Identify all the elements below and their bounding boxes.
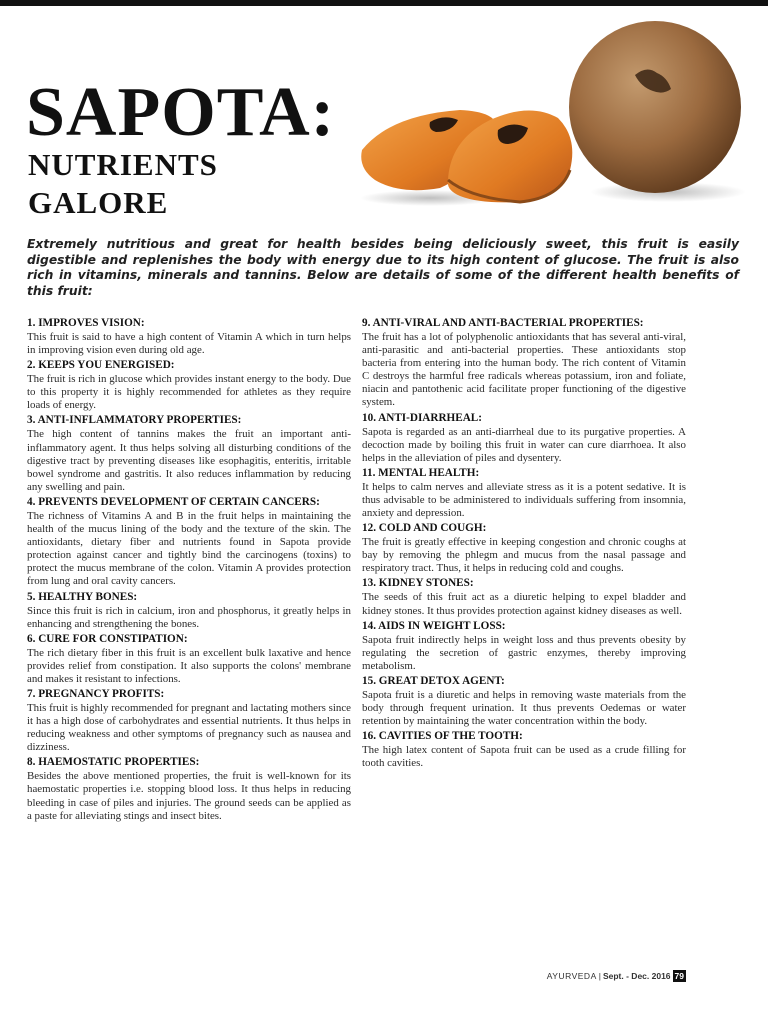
section-heading: 3. ANTI-INFLAMMATORY PROPERTIES: — [27, 414, 242, 427]
section-body: Since this fruit is rich in calcium, iron and phosphorus, it greatly helps in enhancing and strengthening the bones. — [27, 604, 351, 630]
section-body: Besides the above mentioned properties, the fruit is well-known for its haemostatic properties i.e. stopping blood loss. It thus helps in reducing bleeding in case of piles and injuries. The ground seeds can be applied as a paste for alleviating stings and insect bites. — [27, 770, 351, 822]
section-heading: 1. IMPROVES VISION: — [27, 317, 145, 329]
section-heading: 14. AIDS IN WEIGHT LOSS: — [362, 619, 506, 632]
footer-separator: | — [598, 971, 601, 981]
publication-name: AYURVEDA — [546, 971, 597, 981]
benefit-section — [27, 358, 351, 412]
sapota-photo — [350, 20, 768, 220]
benefit-section — [27, 590, 351, 631]
section-body: The fruit has a lot of polyphenolic antioxidants that has several anti-viral, anti-parasitic and anti-bacterial properties. These antioxidants stop bacteria from entering into the human body. The rich content of Vitamin C destroys the harmful free radicals whereas potassium, iron and foliate, niacin and pantothenic acid facilitate proper functioning of the digestive system. — [362, 331, 686, 409]
section-heading: 9. ANTI-VIRAL AND ANTI-BACTERIAL PROPERTIES: — [362, 317, 644, 329]
section-body: Sapota is regarded as an anti-diarrheal due to its purgative properties. A decoction made by boiling this fruit in water can cure diarrhoea. It also helps in the alleviation of piles and dysentery. — [362, 425, 686, 464]
benefit-section — [27, 413, 351, 493]
benefit-section — [27, 316, 351, 357]
page-footer — [547, 970, 686, 982]
section-body: The seeds of this fruit act as a diuretic helping to expel bladder and kidney stones. It thus provides protection against kidney diseases as well. — [362, 591, 686, 617]
subtitle-line-2: GALORE — [28, 185, 169, 220]
whole-sapota — [569, 21, 741, 193]
section-heading: 7. PREGNANCY PROFITS: — [27, 687, 165, 700]
section-heading: 6. CURE FOR CONSTIPATION: — [27, 632, 188, 645]
benefit-section — [362, 466, 686, 520]
benefit-section — [362, 619, 686, 673]
section-body: Sapota fruit is a diuretic and helps in removing waste materials from the body through frequent urination. It thus prevents Oedemas or water retention by maintaining the water concentration within the body. — [362, 688, 686, 728]
section-body: This fruit is said to have a high content of Vitamin A which in turn helps in improving vision even during old age. — [27, 331, 351, 357]
section-heading: 2. KEEPS YOU ENERGISED: — [27, 359, 175, 372]
page-number: 79 — [674, 971, 684, 981]
section-heading: 10. ANTI-DIARRHEAL: — [362, 411, 482, 424]
section-heading: 11. MENTAL HEALTH: — [362, 466, 480, 479]
section-body: This fruit is highly recommended for pregnant and lactating mothers since it has a high dose of carbohydrates and essential nutrients. It thus helps in reducing weakness and other symptoms of pregnancy such as nausea and dizziness. — [27, 701, 351, 754]
article-title: SAPOTA: — [26, 74, 336, 151]
benefit-section — [362, 729, 686, 770]
section-heading: 8. HAEMOSTATIC PROPERTIES: — [27, 756, 200, 769]
benefit-section — [27, 755, 351, 822]
benefit-section — [362, 674, 686, 728]
intro-paragraph: Extremely nutritious and great for health besides being deliciously sweet, this fruit is easily digestible and replenishes the body with energy due to its high content of glucose. The fruit is also rich in vitamins, minerals and tannins. Below are details of some of the different health benefits of this fruit: — [27, 237, 739, 298]
issue-date: Sept. - Dec. 2016 — [602, 971, 671, 981]
benefit-section — [27, 495, 351, 589]
subtitle-line-1: NUTRIENTS — [28, 147, 218, 182]
section-body: The high latex content of Sapota fruit can be used as a crude filling for tooth cavities. — [362, 744, 686, 770]
section-body: The fruit is rich in glucose which provides instant energy to the body. Due to this property it is highly recommended for athletes as they require loads of energy. — [27, 373, 351, 412]
benefit-section — [362, 576, 686, 617]
column-right — [362, 316, 686, 771]
section-heading: 16. CAVITIES OF THE TOOTH: — [362, 730, 523, 743]
section-heading: 5. HEALTHY BONES: — [27, 590, 138, 603]
top-rule — [0, 0, 768, 6]
section-body: The high content of tannins makes the fruit an important anti-inflammatory agent. It thus helps solving all disturbing conditions of the digestive tract by preventing diseases like esophagitis, enteritis, irritable bowel syndrome and gastritis. It also reduces inflammation by reducing any swelling and pain. — [27, 428, 351, 493]
section-heading: 4. PREVENTS DEVELOPMENT OF CERTAIN CANCERS: — [27, 495, 320, 508]
section-heading: 15. GREAT DETOX AGENT: — [362, 674, 505, 687]
benefit-section — [362, 521, 686, 575]
section-body: It helps to calm nerves and alleviate stress as it is a potent sedative. It is thus advisable to be administered to individuals suffering from insomnia, anxiety and depression. — [362, 480, 686, 520]
benefit-section — [362, 316, 686, 410]
article-subtitle — [28, 146, 218, 222]
section-heading: 12. COLD AND COUGH: — [362, 522, 487, 535]
benefit-section — [27, 632, 351, 686]
section-body: The richness of Vitamins A and B in the fruit helps in maintaining the health of the mucus lining of the body and the texture of the skin. The antioxidants, dietary fiber and nutrients found in Sapota provide protection against cancer and tightly bind the carcinogens (toxins) to protect the mucus membrane of the colon. Vitamin A provides protection from lung and oral cavity cancers. — [27, 509, 351, 588]
section-body: Sapota fruit indirectly helps in weight loss and thus prevents obesity by regulating the secretion of gastric enzymes, thereby improving metabolism. — [362, 633, 686, 672]
benefit-section — [362, 411, 686, 465]
benefit-section — [27, 687, 351, 754]
section-body: The fruit is greatly effective in keeping congestion and chronic coughs at bay by removing the phlegm and mucus from the nasal passage and respiratory tract. Thus, it helps in reducing cold and coughs. — [362, 536, 686, 575]
column-left — [27, 316, 351, 824]
section-heading: 13. KIDNEY STONES: — [362, 577, 474, 590]
section-body: The rich dietary fiber in this fruit is an excellent bulk laxative and hence provides relief from constipation. It also supports the colons' membrane and makes it resistant to infections. — [27, 646, 351, 685]
